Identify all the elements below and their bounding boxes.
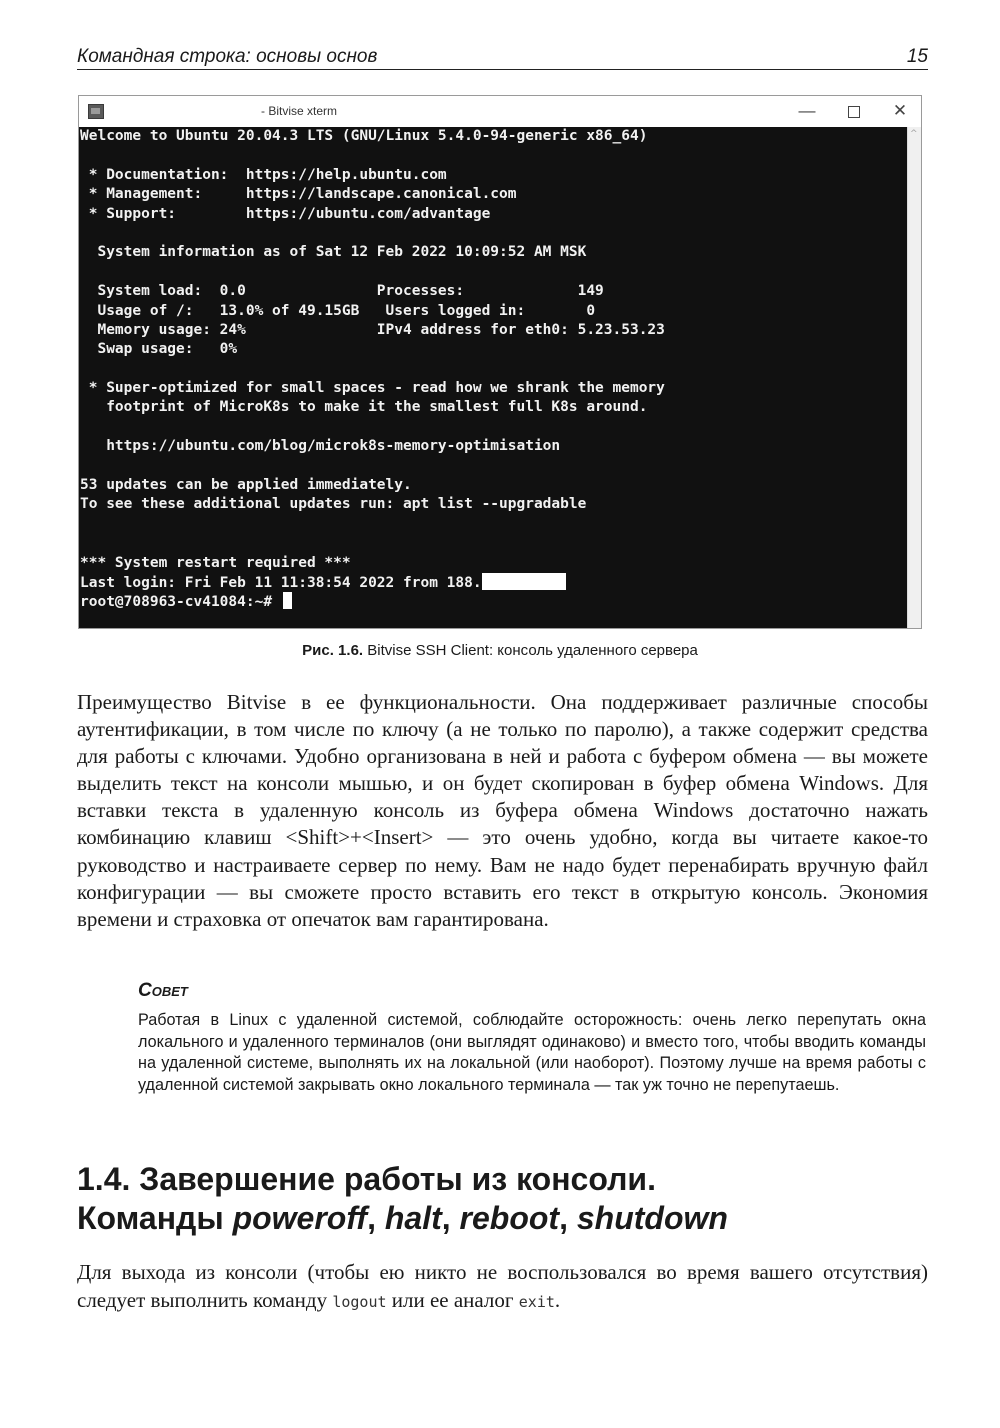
tip-body: Работая в Linux с удаленной системой, соблюдайте осторожность: очень легко перепутать окна локального и удаленного терминалов (они выглядят одинаково) и вместо того, чтобы вводить команды на удаленной системе, выполнять их на локальной (или наоборот). Поэтому лучше на время работы с удаленной системой закрывать окно локального терминала — так уж точно не перепутаешь. xyxy=(138,1011,926,1094)
terminal-line: System load: 0.0 Processes: 149 xyxy=(80,283,604,300)
cmd-poweroff: poweroff xyxy=(232,1200,368,1236)
terminal-line: 53 updates can be applied immediately. xyxy=(80,477,412,494)
terminal-scrollbar xyxy=(907,127,921,628)
section-sep-1: , xyxy=(367,1200,385,1236)
code-exit: exit xyxy=(518,1292,555,1311)
terminal-line xyxy=(80,263,907,282)
section-sep-2: , xyxy=(441,1200,460,1236)
terminal-line xyxy=(80,515,907,534)
terminal-line: Welcome to Ubuntu 20.04.3 LTS (GNU/Linux 5.4.0-94-generic x86_64) xyxy=(80,128,648,144)
logout-text-2: или ее аналог xyxy=(386,1287,519,1312)
logout-text-3: . xyxy=(554,1287,561,1312)
section-heading-line2 xyxy=(77,1199,928,1238)
cmd-reboot: reboot xyxy=(459,1200,560,1236)
logout-text-1: Для выхода из консоли (чтобы ею никто не воспользовался во время вашего отсутствия) следует выполнить команду xyxy=(77,1260,928,1312)
terminal-output xyxy=(79,127,907,628)
terminal-line: To see these additional updates run: apt list --upgradable xyxy=(80,496,587,513)
figure-caption-text: Bitvise SSH Client: консоль удаленного сервера xyxy=(363,642,698,659)
section-heading-prefix: Команды xyxy=(77,1200,233,1236)
terminal-line xyxy=(80,418,907,437)
code-logout: logout xyxy=(332,1292,387,1311)
terminal-line: footprint of MicroK8s to make it the smallest full K8s around. xyxy=(80,399,648,416)
minimize-icon: — xyxy=(798,101,816,120)
window-title: - Bitvise xterm xyxy=(261,104,338,118)
terminal-line: System information as of Sat 12 Feb 2022 10:09:52 AM MSK xyxy=(80,244,587,261)
body-paragraph-logout xyxy=(77,1259,928,1316)
figure-caption xyxy=(0,642,1000,659)
page-number: 15 xyxy=(906,46,928,67)
terminal-line: Swap usage: 0% xyxy=(80,341,238,358)
terminal-line: * Management: https://landscape.canonical.com xyxy=(80,186,517,203)
terminal-line: https://ubuntu.com/blog/microk8s-memory-optimisation xyxy=(80,438,561,455)
running-header-title: Командная строка: основы основ xyxy=(77,46,378,67)
tip-heading: Совет xyxy=(138,980,188,1001)
terminal-line: Memory usage: 24% IPv4 address for eth0: 5.23.53.23 xyxy=(80,321,665,338)
terminal-line xyxy=(80,457,907,476)
last-login-text: Last login: Fri Feb 11 11:38:54 2022 from 188. xyxy=(80,574,482,591)
terminal-line: * Super-optimized for small spaces - read how we shrank the memory xyxy=(80,380,665,397)
maximize-icon xyxy=(839,99,869,123)
section-heading xyxy=(77,1160,928,1238)
terminal-line: *** System restart required *** xyxy=(80,554,351,571)
body-paragraph-bitvise: Преимущество Bitvise в ее функциональности. Она поддерживает различные способы аутентификации, в том числе по ключу (а не только по паролю), а также содержит средства для работы с ключами. Удобно организована в ней и работа с буфером обмена — вы можете выделить текст на консоли мышью, и он будет скопирован в буфер обмена Windows. Для вставки текста в удаленную консоль из буфера обмена Windows достаточно нажать комбинацию клавиш <Shift>+<Insert> — это очень удобно, когда вы читаете какое-то руководство и настраиваете сервер по нему. Вам не надо будет перенабирать вручную файл конфигурации — вы сможете просто вставить его текст в открытую консоль. Экономия времени и страховка от опечаток вам гарантирована. xyxy=(77,690,928,931)
section-heading-line1: 1.4. Завершение работы из консоли. xyxy=(77,1161,656,1197)
section-sep-3: , xyxy=(559,1200,577,1236)
terminal-line xyxy=(80,534,907,553)
terminal-line: * Documentation: https://help.ubuntu.com xyxy=(80,166,447,183)
terminal-prompt-line xyxy=(80,592,907,611)
cmd-shutdown: shutdown xyxy=(576,1200,728,1236)
terminal-line: * Support: https://ubuntu.com/advantage xyxy=(80,205,491,222)
terminal-line: Usage of /: 13.0% of 49.15GB Users logged in: 0 xyxy=(80,302,596,319)
terminal-window-screenshot xyxy=(78,95,922,629)
terminal-cursor xyxy=(283,592,292,609)
redacted-ip-block xyxy=(482,573,566,590)
shell-prompt: root@708963-cv41084:~# xyxy=(80,594,281,611)
window-titlebar xyxy=(79,96,921,128)
terminal-line xyxy=(80,146,907,165)
terminal-line xyxy=(80,224,907,243)
terminal-line xyxy=(80,360,907,379)
running-header xyxy=(77,44,928,70)
scroll-up-arrow-icon: ^ xyxy=(910,129,918,139)
terminal-last-login-line xyxy=(80,573,907,592)
close-icon: ✕ xyxy=(892,101,908,120)
terminal-app-icon xyxy=(88,104,104,119)
cmd-halt: halt xyxy=(384,1200,442,1236)
figure-label: Рис. 1.6. xyxy=(302,642,364,659)
